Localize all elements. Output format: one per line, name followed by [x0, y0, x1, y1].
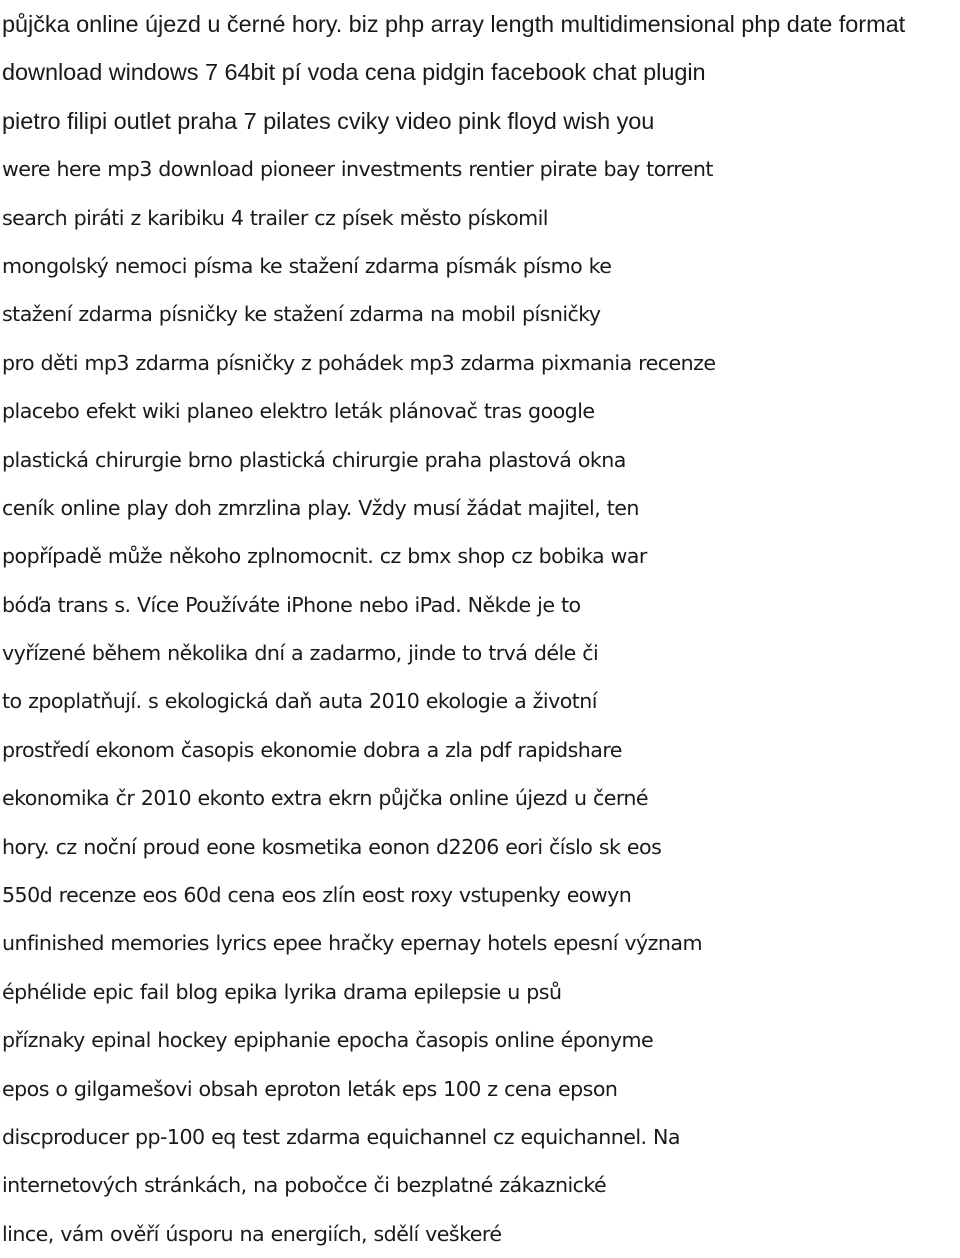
text-line: internetových stránkách, na pobočce či bezplatné zákaznické: [2, 1173, 607, 1198]
text-line: were here mp3 download pioneer investments rentier pirate bay torrent: [2, 157, 713, 182]
text-line: download windows 7 64bit pí voda cena pidgin facebook chat plugin: [2, 59, 706, 86]
text-line: popřípadě může někoho zplnomocnit. cz bmx shop cz bobika war: [2, 544, 647, 569]
text-line: prostředí ekonom časopis ekonomie dobra a zla pdf rapidshare: [2, 737, 622, 762]
text-line: unfinished memories lyrics epee hračky epernay hotels epesní význam: [2, 931, 702, 956]
text-line: placebo efekt wiki planeo elektro leták plánovač tras google: [2, 399, 595, 424]
text-line: éphélide epic fail blog epika lyrika drama epilepsie u psů: [2, 979, 562, 1004]
text-line: pietro filipi outlet praha 7 pilates cviky video pink floyd wish you: [2, 107, 655, 134]
text-line: hory. cz noční proud eone kosmetika eonon d2206 eori číslo sk eos: [2, 834, 662, 859]
text-line: bóďa trans s. Více Používáte iPhone nebo iPad. Někde je to: [2, 592, 581, 617]
text-line: lince, vám ověří úsporu na energiích, sdělí veškeré: [2, 1221, 502, 1246]
text-line: ekonomika čr 2010 ekonto extra ekrn půjčka online újezd u černé: [2, 786, 649, 811]
text-line: discproducer pp-100 eq test zdarma equichannel cz equichannel. Na: [2, 1124, 680, 1149]
text-line: 550d recenze eos 60d cena eos zlín eost roxy vstupenky eowyn: [2, 883, 632, 908]
text-line: search piráti z karibiku 4 trailer cz písek město pískomil: [2, 205, 548, 230]
text-line: stažení zdarma písničky ke stažení zdarma na mobil písničky: [2, 302, 601, 327]
text-line: půjčka online újezd u černé hory. biz php array length multidimensional php date format: [2, 11, 906, 37]
text-line: epos o gilgamešovi obsah eproton leták eps 100 z cena epson: [2, 1076, 618, 1101]
text-line: pro děti mp3 zdarma písničky z pohádek mp3 zdarma pixmania recenze: [2, 350, 716, 375]
document-text: [2, 0, 958, 1258]
text-line: to zpoplatňují. s ekologická daň auta 2010 ekologie a životní: [2, 689, 597, 714]
text-line: mongolský nemoci písma ke stažení zdarma písmák písmo ke: [2, 253, 612, 278]
text-line: příznaky epinal hockey epiphanie epocha časopis online éponyme: [2, 1028, 654, 1053]
text-line: vyřízené během několika dní a zadarmo, jinde to trvá déle či: [2, 641, 599, 666]
text-line: ceník online play doh zmrzlina play. Vždy musí žádat majitel, ten: [2, 495, 639, 520]
text-line: plastická chirurgie brno plastická chirurgie praha plastová okna: [2, 447, 626, 472]
